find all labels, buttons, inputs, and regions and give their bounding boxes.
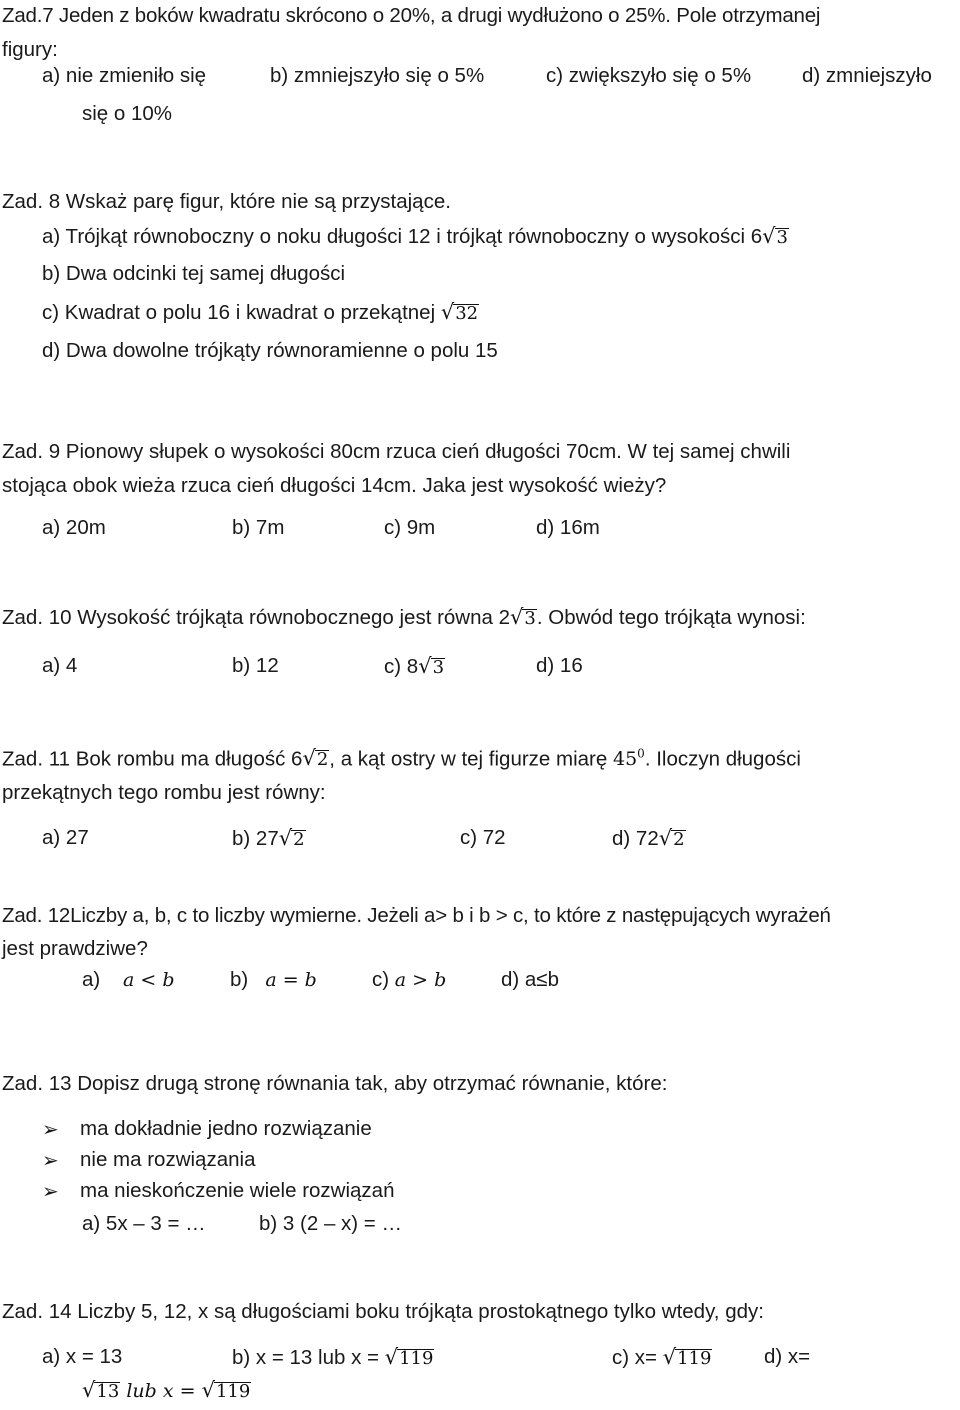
z13-bullet-row-1 xyxy=(42,1119,59,1141)
z10-question-pre: Zad. 10 Wysokość trójkąta równobocznego jest równa 2 xyxy=(2,606,511,629)
z12-option-b xyxy=(230,970,317,991)
z11-angle-degree: 0 xyxy=(637,747,645,761)
z8-option-b: b) Dwa odcinki tej samej długości xyxy=(42,262,346,285)
arrowhead-bullet-icon: ➢ xyxy=(42,1179,59,1203)
z10-radicand: 3 xyxy=(524,608,536,629)
z14-d-lub-x: lub x xyxy=(126,1380,174,1402)
z7-option-d: d) zmniejszyło xyxy=(802,64,932,87)
z11-option-d-text: d) 72 xyxy=(612,827,659,850)
z13-title: Zad. 13 Dopisz drugą stronę równania tak, aby otrzymać równanie, które: xyxy=(2,1072,668,1095)
z12-option-c xyxy=(372,970,446,991)
z13-bullet-2: nie ma rozwiązania xyxy=(80,1148,256,1171)
sqrt-icon: √ 119 xyxy=(201,1378,251,1402)
z12-option-c-expr: a > b xyxy=(394,969,447,991)
z8-option-d: d) Dwa dowolne trójkąty równoramienne o polu 15 xyxy=(42,339,498,362)
z10-option-c-text: c) 8 xyxy=(384,655,419,678)
sqrt-icon: √ 32 xyxy=(440,300,479,324)
z14-d-radicand-2: 119 xyxy=(215,1381,251,1402)
z14-c-radicand: 119 xyxy=(677,1348,712,1369)
z8-option-c-text: c) Kwadrat o polu 16 i kwadrat o przekątnej xyxy=(42,301,436,324)
z11-option-c: c) 72 xyxy=(460,826,506,849)
z8-option-a-text: a) Trójkąt równoboczny o noku długości 12 i trójkąt równoboczny o wysokości 6 xyxy=(42,225,763,248)
z7-option-a: a) nie zmieniło się xyxy=(42,64,207,87)
z9-line1: Zad. 9 Pionowy słupek o wysokości 80cm rzuca cień długości 70cm. W tej samej chwili xyxy=(2,440,791,463)
z12-line1: Zad. 12Liczby a, b, c to liczby wymierne. Jeżeli a> b i b > c, to które z następujących wyrażeń xyxy=(2,904,831,927)
z11-question-post: . Iloczyn długości xyxy=(644,747,801,771)
z14-option-b xyxy=(232,1347,434,1369)
z14-option-c xyxy=(612,1347,712,1369)
arrowhead-bullet-icon: ➢ xyxy=(42,1148,59,1172)
z14-d-equals: = xyxy=(179,1380,196,1402)
z9-option-c: c) 9m xyxy=(384,516,436,539)
z14-option-d: d) x= xyxy=(764,1345,811,1368)
z11-line2: przekątnych tego rombu jest równy: xyxy=(2,781,326,804)
z7-option-c: c) zwiększyło się o 5% xyxy=(546,64,752,87)
z8-c-radicand: 32 xyxy=(455,303,479,324)
sqrt-icon: √ 3 xyxy=(762,224,788,248)
z7-line2: figury: xyxy=(2,38,58,61)
z8-title: Zad. 8 Wskaż parę figur, które nie są przystające. xyxy=(2,190,451,213)
z11-radicand: 2 xyxy=(316,749,329,771)
sqrt-icon: √ 119 xyxy=(662,1345,712,1369)
z12-line2: jest prawdziwe? xyxy=(2,937,148,960)
sqrt-icon: √ 3 xyxy=(418,654,445,678)
z10-option-a: a) 4 xyxy=(42,654,78,677)
z8-a-radicand: 3 xyxy=(776,227,788,248)
z8-option-a xyxy=(42,226,789,248)
z10-question xyxy=(2,607,806,629)
sqrt-icon: √ 3 xyxy=(510,605,536,629)
z12-option-a xyxy=(82,970,175,991)
z14-option-d-expr xyxy=(82,1380,251,1401)
sqrt-icon: √ 13 xyxy=(82,1378,120,1402)
z14-option-c-text: c) x= xyxy=(612,1346,657,1369)
z14-title: Zad. 14 Liczby 5, 12, x są długościami boku trójkąta prostokątnego tylko wtedy, gdy: xyxy=(2,1300,764,1323)
z14-option-a: a) x = 13 xyxy=(42,1345,123,1368)
z9-option-d: d) 16m xyxy=(536,516,600,539)
z12-option-c-label: c) xyxy=(372,968,390,991)
z10-option-d: d) 16 xyxy=(536,654,583,677)
z13-bullet-1: ma dokładnie jedno rozwiązanie xyxy=(80,1117,372,1140)
z12-option-b-expr: a = b xyxy=(265,969,317,991)
z14-b-radicand: 119 xyxy=(399,1348,434,1369)
z11-angle xyxy=(613,748,645,770)
z7-option-d-cont: się o 10% xyxy=(82,102,173,125)
z11-b-radicand: 2 xyxy=(293,829,305,850)
sqrt-icon: √ 119 xyxy=(384,1345,434,1369)
z9-option-a: a) 20m xyxy=(42,516,106,539)
z12-option-b-label: b) xyxy=(230,968,249,991)
z9-line2: stojąca obok wieża rzuca cień długości 14cm. Jaka jest wysokość wieży? xyxy=(2,474,667,497)
z11-option-d xyxy=(612,828,686,850)
z11-option-a: a) 27 xyxy=(42,826,89,849)
z12-option-a-label: a) xyxy=(82,968,101,991)
z10-option-c xyxy=(384,656,445,678)
z13-bullet-row-3 xyxy=(42,1181,59,1203)
z11-d-radicand: 2 xyxy=(673,829,685,850)
z11-option-b-text: b) 27 xyxy=(232,827,279,850)
z13-option-a: a) 5x – 3 = … xyxy=(82,1212,206,1235)
z14-option-b-text: b) x = 13 lub x = xyxy=(232,1346,380,1369)
z12-option-d: d) a≤b xyxy=(501,968,559,991)
z13-bullet-row-2 xyxy=(42,1150,59,1172)
sqrt-icon: √ 2 xyxy=(302,746,329,771)
z10-question-post: . Obwód tego trójkąta wynosi: xyxy=(536,606,806,629)
arrowhead-bullet-icon: ➢ xyxy=(42,1117,59,1141)
z13-bullet-3: ma nieskończenie wiele rozwiązań xyxy=(80,1179,395,1202)
z11-question xyxy=(2,748,801,770)
z13-option-b: b) 3 (2 – x) = … xyxy=(259,1212,402,1235)
z9-option-b: b) 7m xyxy=(232,516,285,539)
z14-d-radicand-1: 13 xyxy=(96,1381,120,1402)
z12-option-a-expr: a < b xyxy=(123,969,175,991)
z10-c-radicand: 3 xyxy=(432,657,445,678)
z11-option-b xyxy=(232,828,306,850)
sqrt-icon: √ 2 xyxy=(658,826,685,850)
z11-question-mid: , a kąt ostry w tej figurze miarę xyxy=(329,747,608,771)
sqrt-icon: √ 2 xyxy=(278,826,305,850)
z11-question-pre: Zad. 11 Bok rombu ma długość 6 xyxy=(2,747,303,771)
z11-angle-value: 45 xyxy=(612,748,638,771)
z7-option-b: b) zmniejszyło się o 5% xyxy=(270,64,485,87)
z7-line1: Zad.7 Jeden z boków kwadratu skrócono o 20%, a drugi wydłużono o 25%. Pole otrzymanej xyxy=(2,4,821,27)
z8-option-c xyxy=(42,302,479,324)
z10-option-b: b) 12 xyxy=(232,654,279,677)
